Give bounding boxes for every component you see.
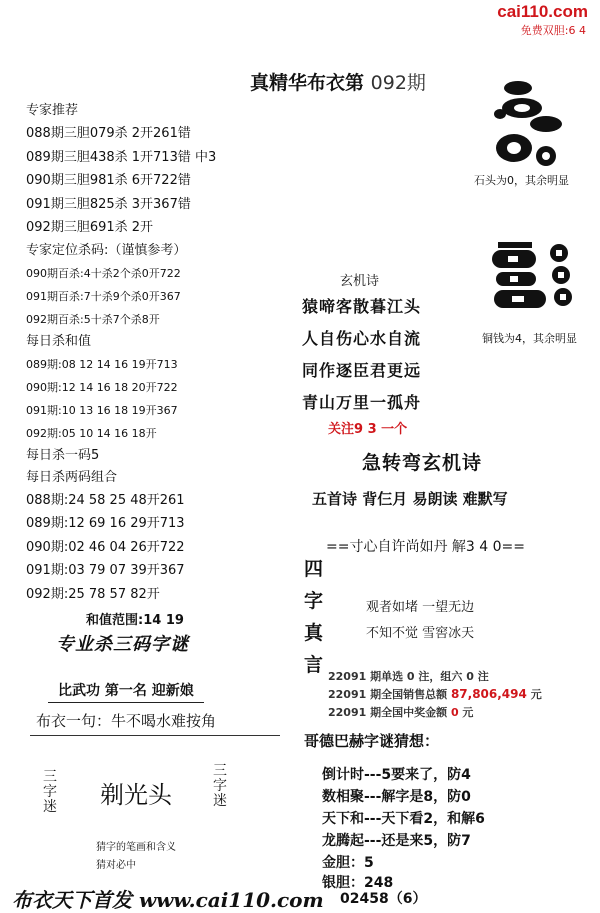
coins-caption: 铜钱为4，其余明显: [482, 332, 577, 345]
hint-line: 猜字的笔画和含义: [96, 842, 176, 853]
stat-value: 87,806,494: [450, 687, 527, 701]
hint-line: 猜对必中: [96, 860, 136, 871]
sum-kill-row: 089期:08 12 14 16 19开713: [26, 357, 178, 371]
sum-kill-heading: 每日杀和值: [26, 333, 92, 349]
riddle-right-label: 三字迷: [213, 763, 227, 809]
poem-line: 猿啼客散暮江头: [302, 297, 422, 316]
focus-note: 关注9 3 一个: [328, 422, 408, 437]
idiom-vertical-char: 言: [304, 654, 324, 676]
expert-row: 091期三胆825杀 3开367错: [26, 196, 191, 212]
contest-line: 比武功 第一名 迎新娘: [48, 678, 204, 703]
poem-line: 人自伤心水自流: [302, 329, 422, 348]
stat-value: 0: [450, 706, 459, 719]
riddle-left-label: 三字迷: [43, 769, 57, 815]
stones-caption: 石头为0，其余明显: [474, 174, 569, 187]
two-code-row: 091期:03 79 07 39开367: [26, 563, 185, 578]
goedel-line: 02458（6）: [340, 891, 427, 907]
left-column: [26, 100, 286, 606]
page-title: [250, 68, 426, 95]
expert-row: 092期三胆691杀 2开: [26, 220, 154, 235]
idiom-vertical-char: 字: [304, 590, 324, 612]
goedel-line: 金胆：5: [322, 855, 374, 871]
footer-banner: 布衣天下首发 www.cai110.com: [12, 888, 324, 912]
goedel-line: 数相聚---解字是8，防0: [322, 789, 471, 805]
position-kill-row: 090期百杀:4十杀2个杀0开722: [26, 266, 181, 280]
sum-range: 和值范围:14 19: [86, 613, 184, 628]
riddle-title: 专业杀三码字谜: [56, 634, 189, 655]
stat-text: 22091 期全国销售总额: [328, 688, 451, 701]
goedel-title: 哥德巴赫字谜猜想：: [304, 732, 440, 750]
stat-line: [328, 704, 473, 720]
idiom-vertical-char: 真: [304, 622, 324, 644]
expert-row: 088期三胆079杀 2开261错: [26, 126, 191, 141]
idiom-line: 不知不觉 雪窖冰天: [366, 626, 475, 641]
stat-line: [328, 668, 489, 684]
divider: [30, 735, 280, 736]
poem-title: 玄机诗: [340, 274, 380, 289]
goedel-line: 天下和---天下看2，和解6: [322, 811, 485, 827]
turn-title: 急转弯玄机诗: [362, 452, 483, 474]
sum-kill-row: 092期:05 10 14 16 18开: [26, 426, 157, 440]
goedel-line: 倒计时---5要来了，防4: [322, 767, 471, 783]
two-code-heading: 每日杀两码组合: [26, 469, 118, 485]
position-kill-row: 092期百杀:5十杀7个杀8开: [26, 312, 160, 326]
sum-kill-row: 091期:10 13 16 18 19开367: [26, 403, 178, 417]
poem-line: 同作逐臣君更远: [302, 361, 422, 380]
sum-kill-row: 090期:12 14 16 18 20开722: [26, 380, 178, 394]
two-code-row: 092期:25 78 57 82开: [26, 586, 160, 602]
expert-row: 089期三胆438杀 1开713错 中3: [26, 149, 217, 165]
goedel-line: 银胆：248: [322, 875, 394, 891]
stones-picture: [486, 78, 576, 170]
stat-text: 22091 期单选 0 注，组六 0 注: [328, 670, 489, 683]
expert-heading: 专家推荐: [26, 103, 79, 118]
issue-number: 092期: [370, 72, 426, 94]
title-text: 真精华布衣第: [250, 72, 365, 94]
stat-line: [328, 686, 542, 702]
two-code-row: 089期:12 69 16 29开713: [26, 516, 185, 531]
goedel-line: 龙腾起---还是来5，防7: [322, 833, 471, 849]
two-code-row: 088期:24 58 25 48开261: [26, 492, 185, 508]
kill-one-code: 每日杀一码5: [26, 447, 100, 463]
one-line-hint: 布衣一句：牛不喝水难按角: [36, 712, 217, 730]
brand-logo: cai110.com: [497, 2, 588, 21]
idiom-vertical-char: 四: [304, 558, 324, 580]
stat-unit: 元: [526, 688, 542, 701]
position-kill-heading: 专家定位杀码:（谨慎参考）: [26, 242, 187, 258]
poem-line: 青山万里一孤舟: [302, 393, 422, 412]
riddle-answer: 剃光头: [100, 781, 172, 809]
stat-text: 22091 期全国中奖金额: [328, 706, 451, 719]
stat-unit: 元: [458, 706, 474, 719]
expert-row: 090期三胆981杀 6开722错: [26, 173, 191, 188]
coins-picture: [488, 238, 584, 314]
position-kill-row: 091期百杀:7十杀9个杀0开367: [26, 289, 181, 303]
idiom-line: 观者如堵 一望无边: [366, 600, 475, 615]
turn-clue: ==寸心自许尚如丹 解3 4 0==: [326, 539, 525, 555]
turn-subtitle: 五首诗 背仨月 易朗读 难默写: [312, 490, 508, 508]
free-double-pick: 免费双胆:6 4: [520, 24, 586, 37]
two-code-row: 090期:02 46 04 26开722: [26, 539, 185, 555]
